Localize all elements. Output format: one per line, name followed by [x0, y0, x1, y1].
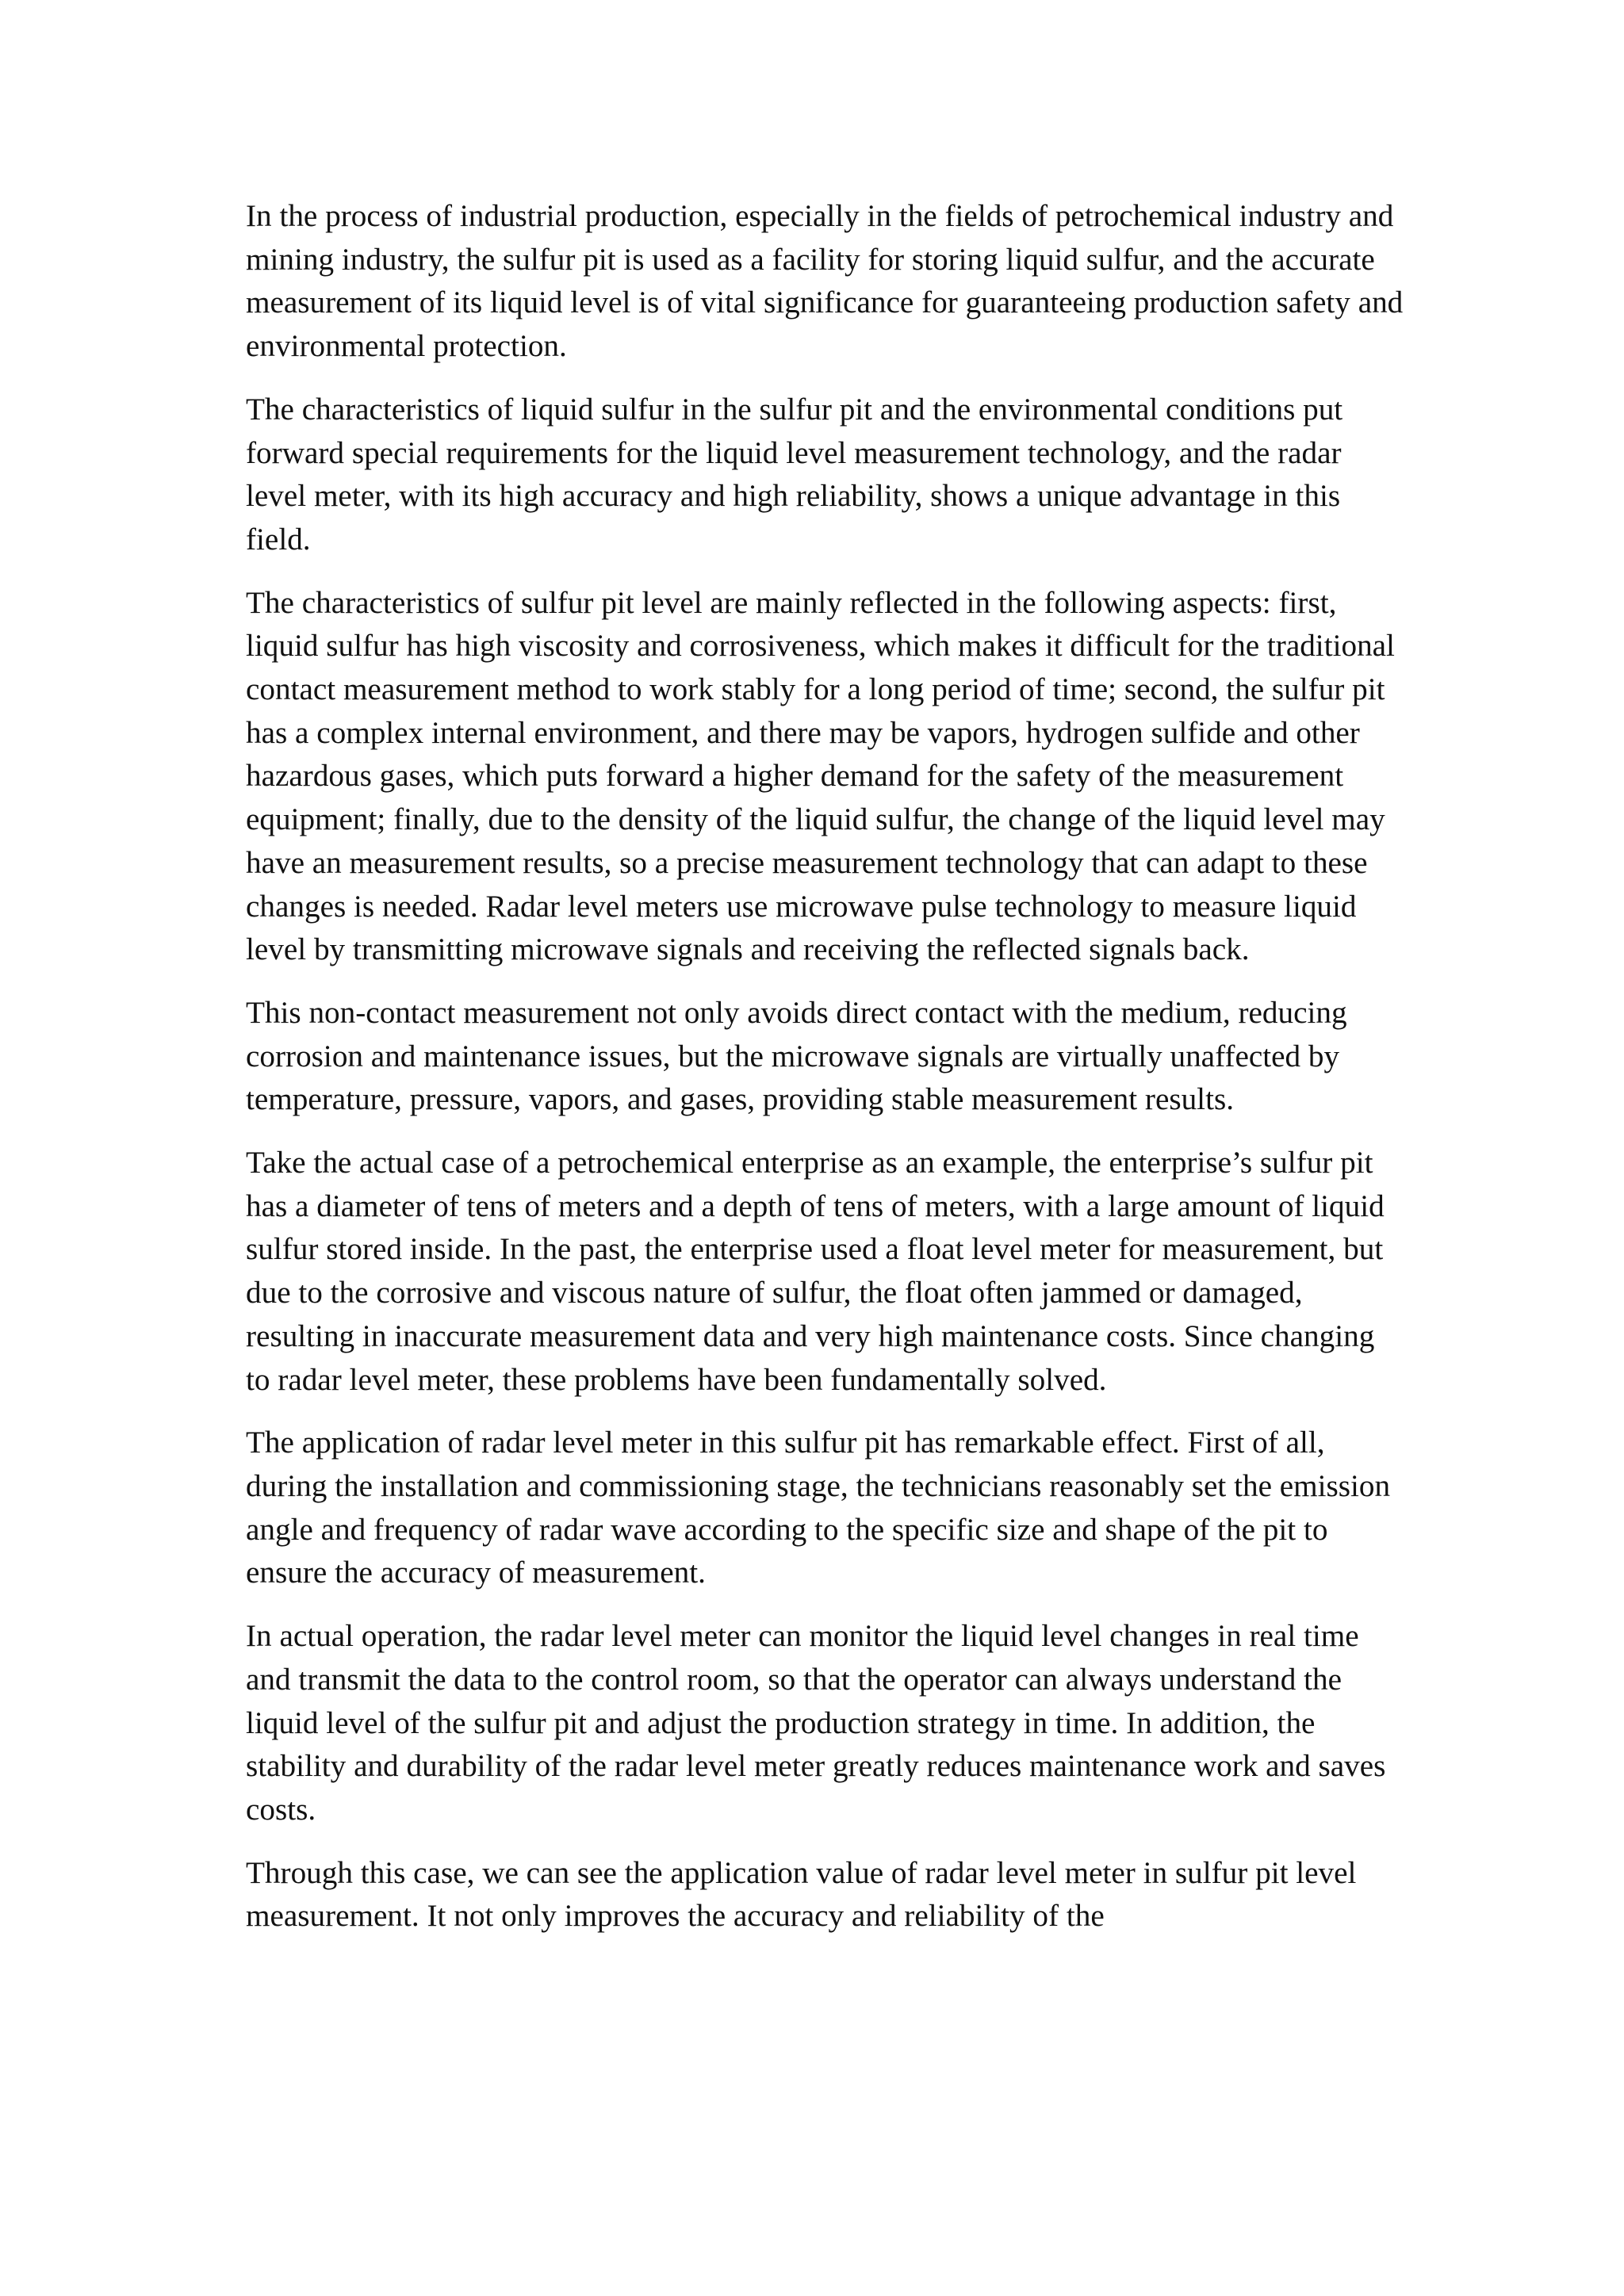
paragraph-radar-application-effect: The application of radar level meter in this sulfur pit has remarkable effect. First of all, during the installation and commissioning stage, the technicians reasonably set the emission angle and frequency of radar wave according to the specific size and shape of the pit to ensure the accuracy of measurement. [246, 1425, 1391, 1590]
paragraph-actual-operation: In actual operation, the radar level meter can monitor the liquid level changes in real time and transmit the data to the control room, so that the operator can always understand the liquid level of the sulfur pit and adjust the production strategy in time. In addition, the stability and durability of the radar level meter greatly reduces maintenance work and saves costs. [246, 1619, 1386, 1827]
paragraph-non-contact-measurement: This non-contact measurement not only avoids direct contact with the medium, reducing corrosion and maintenance issues, but the microwave signals are virtually unaffected by temperature, pressure, vapors, and gases, providing stable measurement results. [246, 995, 1347, 1117]
paragraph-petrochemical-case: Take the actual case of a petrochemical enterprise as an example, the enterprise’s sulfur pit has a diameter of tens of meters and a depth of tens of meters, with a large amount of liquid sulfur stored inside. In the past, the enterprise used a float level meter for measurement, but due to the corrosive and viscous nature of sulfur, the float often jammed or damaged, resulting in inaccurate measurement data and very high maintenance costs. Since changing to radar level meter, these problems have been fundamentally solved. [246, 1146, 1385, 1397]
paragraph-industrial-production: In the process of industrial production, especially in the fields of petrochemical industry and mining industry, the sulfur pit is used as a facility for storing liquid sulfur, and the accurate measurement of its liquid level is of vital significance for guaranteeing production safety and environmental protection. [246, 199, 1404, 364]
paragraph-application-value: Through this case, we can see the application value of radar level meter in sulfur pit level measurement. It not only improves the accuracy and reliability of the [246, 1855, 1357, 1934]
paragraph-sulfur-pit-level-aspects: The characteristics of sulfur pit level are mainly reflected in the following aspects: first, liquid sulfur has high viscosity and corrosiveness, which makes it difficult for the traditional contact measurement method to work stably for a long period of time; second, the sulfur pit has a complex internal environment, and there may be vapors, hydrogen sulfide and other hazardous gases, which puts forward a higher demand for the safety of the measurement equipment; finally, due to the density of the liquid sulfur, the change of the liquid level may have an measurement results, so a precise measurement technology that can adapt to these changes is needed. Radar level meters use microwave pulse technology to measure liquid level by transmitting microwave signals and receiving the reflected signals back. [246, 585, 1395, 967]
document-body [246, 195, 1404, 1938]
paragraph-liquid-sulfur-characteristics: The characteristics of liquid sulfur in the sulfur pit and the environmental conditions put forward special requirements for the liquid level measurement technology, and the radar level meter, with its high accuracy and high reliability, shows a unique advantage in this field. [246, 392, 1343, 557]
